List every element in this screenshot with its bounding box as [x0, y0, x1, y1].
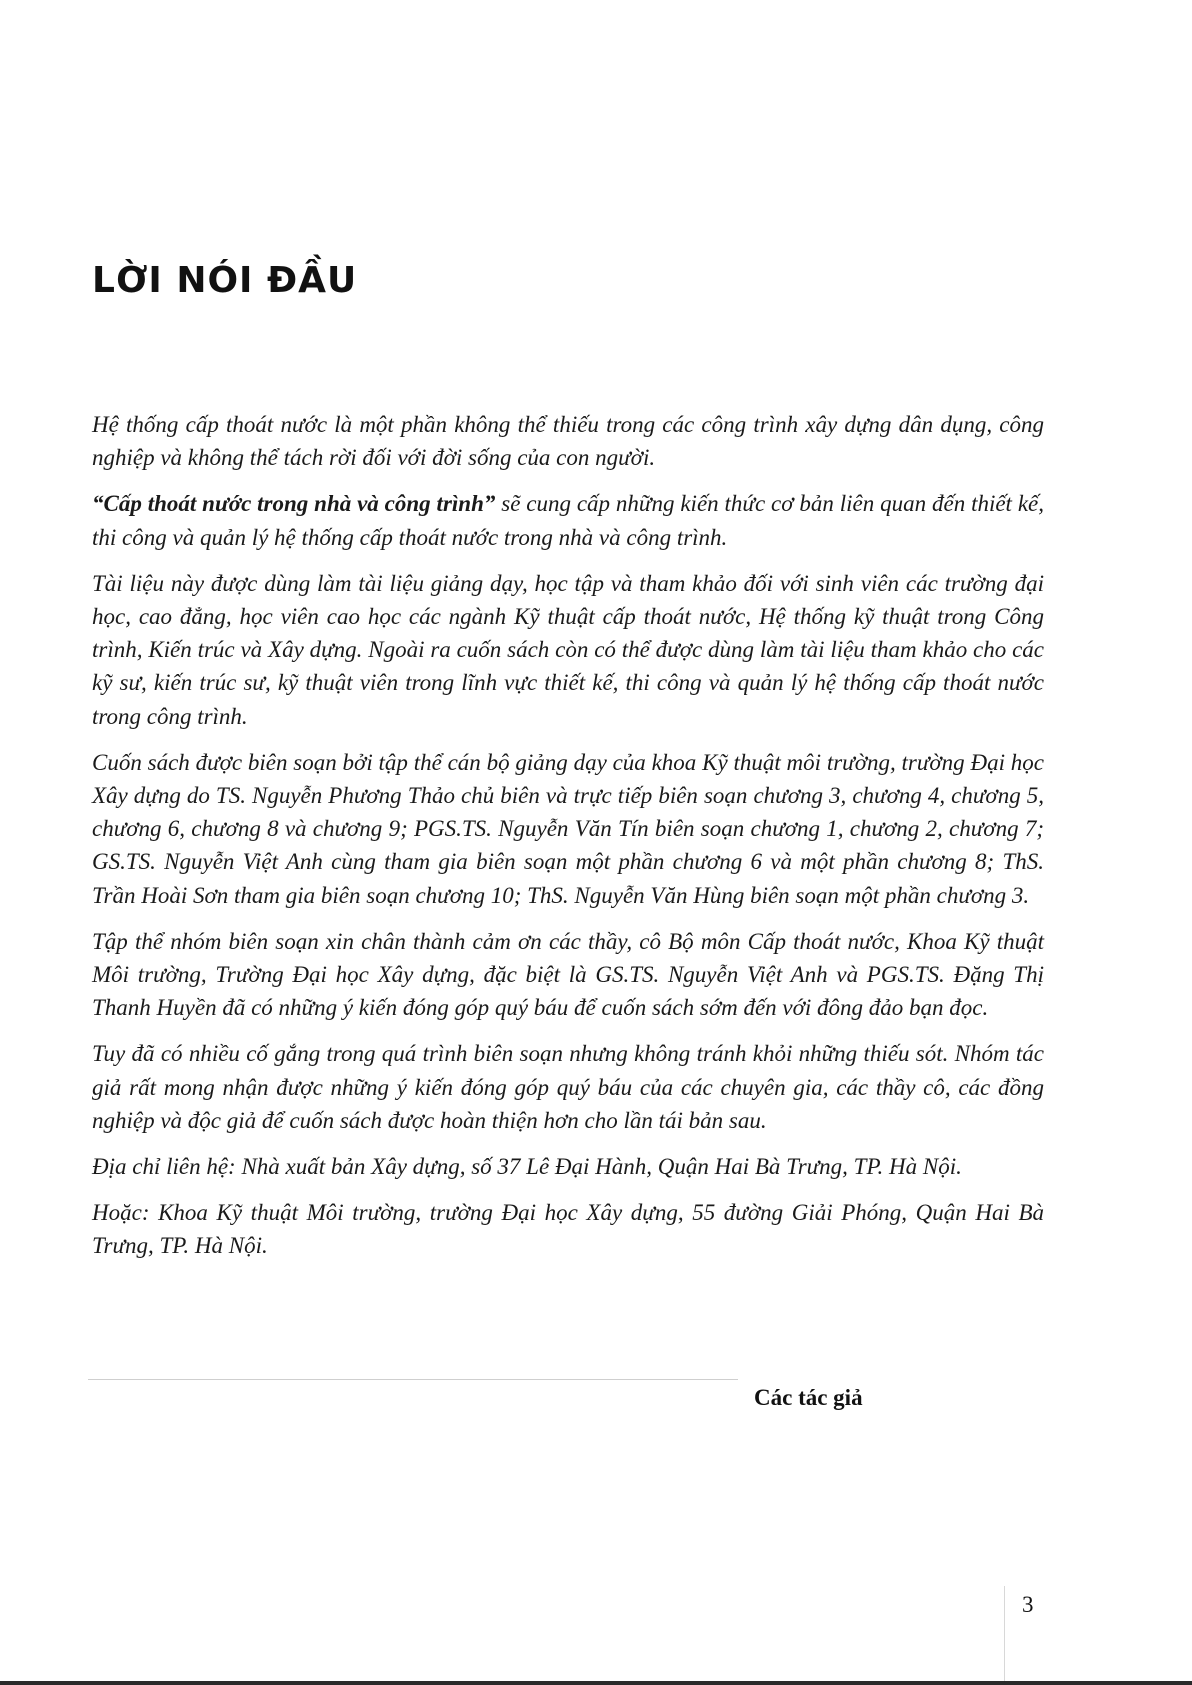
- paragraph-1: Hệ thống cấp thoát nước là một phần không thể thiếu trong các công trình xây dựng dân dụng, công nghiệp và không thể tách rời đối với đời sống của con người.: [92, 412, 1044, 471]
- page-bottom-edge: [0, 1681, 1192, 1685]
- page-title: LỜI NÓI ĐẦU: [92, 260, 358, 301]
- paragraph-8-alt-address: Hoặc: Khoa Kỹ thuật Môi trường, trường Đại học Xây dựng, 55 đường Giải Phóng, Quận Hai Bà Trưng, TP. Hà Nội.: [92, 1200, 1044, 1259]
- divider-line: [88, 1379, 738, 1380]
- paragraph-5: Tập thể nhóm biên soạn xin chân thành cảm ơn các thầy, cô Bộ môn Cấp thoát nước, Khoa Kỹ thuật Môi trường, Trường Đại học Xây dựng, đặc biệt là GS.TS. Nguyễn Việt Anh và PGS.TS. Đặng Thị Thanh Huyền đã có những ý kiến đóng góp quý báu để cuốn sách sớm đến với đông đảo bạn đọc.: [92, 928, 1044, 1021]
- page-number: 3: [1022, 1592, 1034, 1617]
- paragraph-6: Tuy đã có nhiều cố gắng trong quá trình biên soạn nhưng không tránh khỏi những thiếu sót. Nhóm tác giả rất mong nhận được những ý kiến đóng góp quý báu của các chuyên gia, các thầy cô, các đồng nghiệp và độc giả để cuốn sách được hoàn thiện hơn cho lần tái bản sau.: [92, 1041, 1044, 1133]
- paragraph-7-contact-address: Địa chỉ liên hệ: Nhà xuất bản Xây dựng, số 37 Lê Đại Hành, Quận Hai Bà Trưng, TP. Hà Nội.: [92, 1154, 962, 1180]
- paragraph-4: Cuốn sách được biên soạn bởi tập thể cán bộ giảng dạy của khoa Kỹ thuật môi trường, trường Đại học Xây dựng do TS. Nguyễn Phương Thảo chủ biên và trực tiếp biên soạn chương 3, chương 4, chương 5, chương 6, chương 8 và chương 9; PGS.TS. Nguyễn Văn Tín biên soạn chương 1, chương 2, chương 7; GS.TS. Nguyễn Việt Anh cùng tham gia biên soạn một phần chương 6 và một phần chương 8; ThS. Trần Hoài Sơn tham gia biên soạn chương 10; ThS. Nguyễn Văn Hùng biên soạn một phần chương 3.: [92, 749, 1044, 908]
- paragraph-3: Tài liệu này được dùng làm tài liệu giảng dạy, học tập và tham khảo đối với sinh viên các trường đại học, cao đẳng, học viên cao học các ngành Kỹ thuật cấp thoát nước, Hệ thống kỹ thuật trong Công trình, Kiến trúc và Xây dựng. Ngoài ra cuốn sách còn có thể được dùng làm tài liệu tham khảo cho các kỹ sư, kiến trúc sư, kỹ thuật viên trong lĩnh vực thiết kế, thi công và quản lý hệ thống cấp thoát nước trong công trình.: [92, 570, 1044, 729]
- paragraph-2-text: sẽ cung cấp những kiến thức cơ bản liên quan đến thiết kế, thi công và quản lý hệ thống cấp thoát nước trong nhà và công trình.: [92, 491, 1044, 550]
- preface-body: [92, 408, 1044, 1276]
- book-title-emphasis: “Cấp thoát nước trong nhà và công trình”: [92, 491, 496, 517]
- paragraph-2: [92, 487, 1044, 553]
- page-number-divider: [1004, 1586, 1005, 1685]
- authors-signature: Các tác giả: [754, 1385, 863, 1410]
